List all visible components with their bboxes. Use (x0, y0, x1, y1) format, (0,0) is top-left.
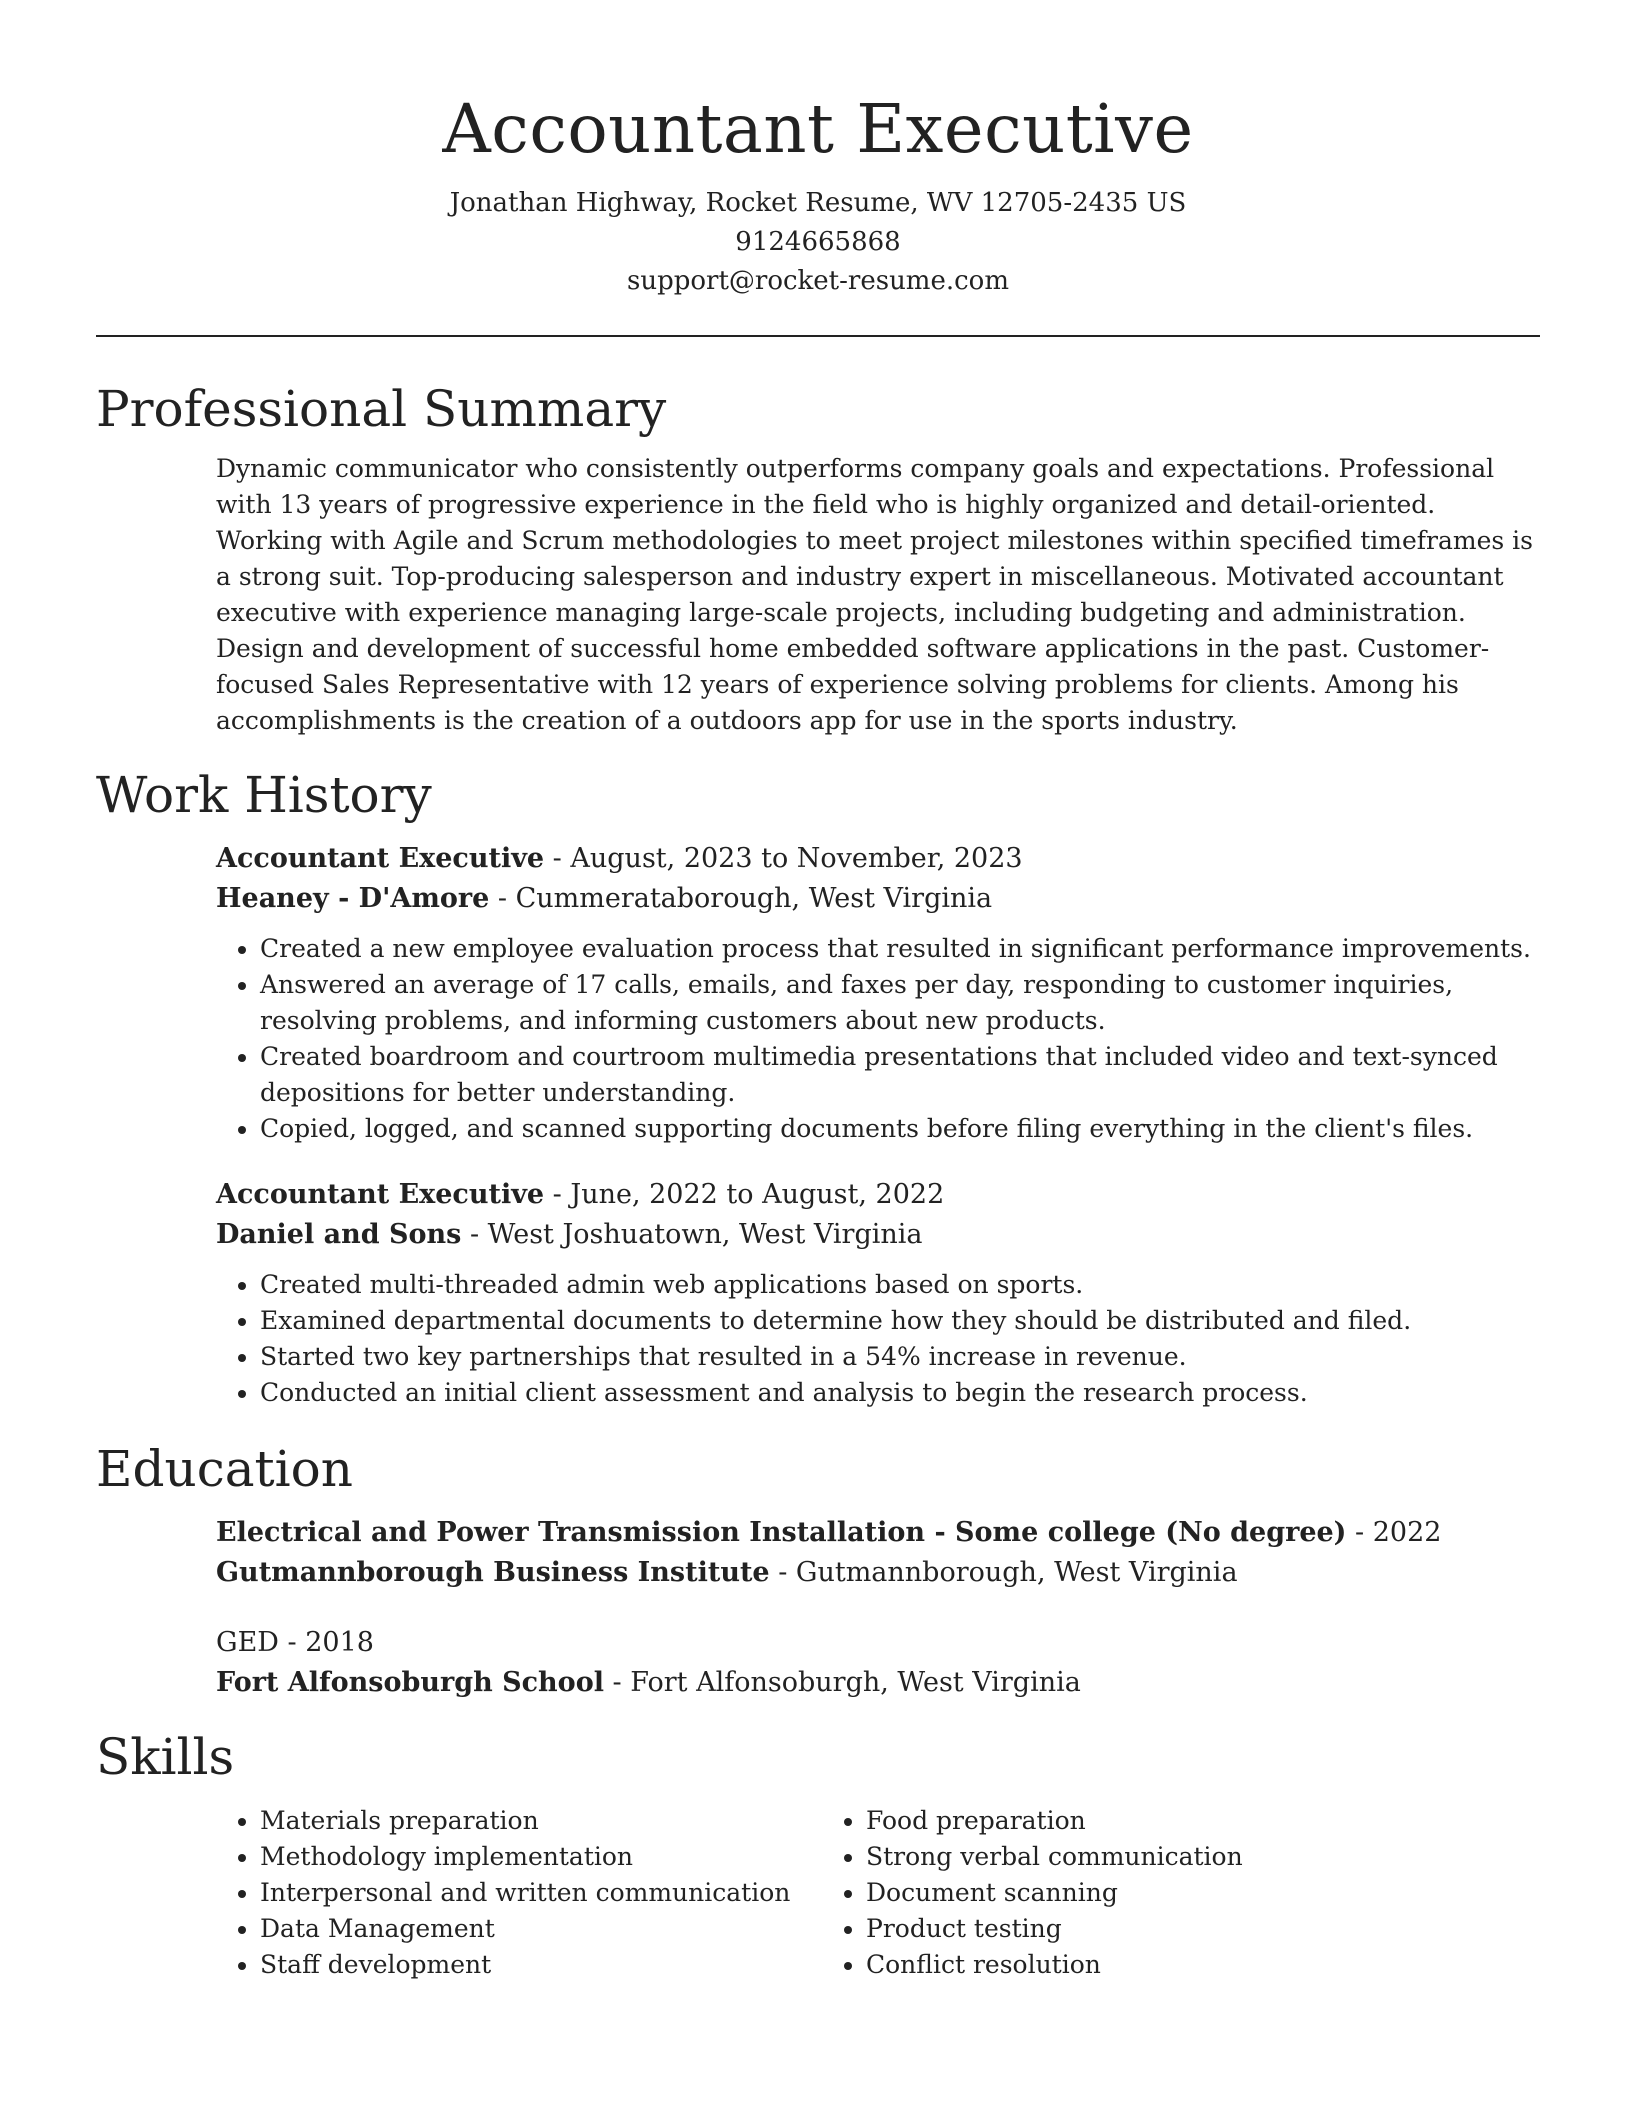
skill-item: • Product testing (866, 1911, 1428, 1947)
skills-heading: Skills (96, 1728, 235, 1786)
job-title-line (216, 839, 1540, 879)
skill-item: • Food preparation (866, 1803, 1428, 1839)
contact-phone: 9124665868 (735, 227, 901, 257)
education-degree: Electrical and Power Transmission Installation (216, 1517, 926, 1548)
work-history-heading: Work History (96, 766, 432, 824)
skill-item: • Methodology implementation (260, 1839, 822, 1875)
education-year: - 2018 (278, 1627, 374, 1658)
summary-heading: Professional Summary (96, 380, 667, 438)
job-company-line (216, 1215, 1540, 1255)
education-year: - 2022 (1346, 1517, 1442, 1548)
job-bullet: • Answered an average of 17 calls, emails, and faxes per day, responding to customer inquiries, resolving problems, and informing customers about new products. (260, 967, 1540, 1039)
skill-item: • Materials preparation (260, 1803, 822, 1839)
education-location: - Fort Alfonsoburgh, West Virginia (603, 1667, 1081, 1698)
education-school-line (216, 1553, 1540, 1593)
header-divider (96, 335, 1540, 337)
job-company: Heaney - D'Amore (216, 883, 490, 914)
contact-address: Jonathan Highway, Rocket Resume, WV 12705-2435 US (449, 188, 1187, 218)
job-bullets (216, 1267, 1540, 1411)
education-detail: - Some college (No degree) (925, 1517, 1347, 1548)
skills-list-left (216, 1803, 822, 1983)
contact-email: support@rocket-resume.com (626, 266, 1009, 296)
job-bullet: • Conducted an initial client assessment and analysis to begin the research process. (260, 1375, 1540, 1411)
job-bullet: • Copied, logged, and scanned supporting documents before filing everything in the client's files. (260, 1111, 1540, 1147)
education-location: - Gutmannborough, West Virginia (769, 1557, 1238, 1588)
job-bullet: • Created boardroom and courtroom multimedia presentations that included video and text-synced depositions for better understanding. (260, 1039, 1540, 1111)
summary-text: Dynamic communicator who consistently outperforms company goals and expectations. Professional with 13 years of progressive experience in the field who is highly organized and detail-oriented. Working with Agile and Scrum methodologies to meet project milestones within specified timeframes is a strong suit. Top-producing salesperson and industry expert in miscellaneous. Motivated accountant executive with experience managing large-scale projects, including budgeting and administration. Design and development of successful home embedded software applications in the past. Customer-focused Sales Representative with 12 years of experience solving problems for clients. Among his accomplishments is the creation of a outdoors app for use in the sports industry. (216, 454, 1533, 735)
education-school-line (216, 1663, 1540, 1703)
education-entry (216, 1513, 1540, 1593)
contact-block (96, 184, 1540, 301)
education-entry (216, 1623, 1540, 1703)
education-degree-line (216, 1513, 1540, 1553)
job-role: Accountant Executive (216, 843, 545, 874)
skill-item: • Document scanning (866, 1875, 1428, 1911)
education-degree: GED (216, 1627, 279, 1658)
job-bullet: • Created multi-threaded admin web applications based on sports. (260, 1267, 1540, 1303)
job-bullet: • Created a new employee evaluation process that resulted in significant performance improvements. (260, 931, 1540, 967)
education-degree-line (216, 1623, 1540, 1663)
skill-item: • Staff development (260, 1947, 822, 1983)
job-dates: - June, 2022 to August, 2022 (544, 1179, 945, 1210)
education-heading: Education (96, 1440, 353, 1498)
job-entry (216, 839, 1540, 1147)
education-school: Fort Alfonsoburgh School (216, 1667, 604, 1698)
job-bullets (216, 931, 1540, 1147)
job-dates: - August, 2023 to November, 2023 (544, 843, 1023, 874)
skill-item: • Interpersonal and written communication (260, 1875, 822, 1911)
job-bullet: • Examined departmental documents to determine how they should be distributed and filed. (260, 1303, 1540, 1339)
job-bullet: • Started two key partnerships that resulted in a 54% increase in revenue. (260, 1339, 1540, 1375)
job-company: Daniel and Sons (216, 1219, 462, 1250)
resume-page (96, 0, 1540, 1983)
job-location: - West Joshuatown, West Virginia (461, 1219, 923, 1250)
job-entry (216, 1175, 1540, 1411)
skills-list-right (822, 1803, 1428, 1983)
job-title-line (216, 1175, 1540, 1215)
job-location: - Cummerataborough, West Virginia (489, 883, 993, 914)
skills-columns (216, 1803, 1540, 1983)
job-role: Accountant Executive (216, 1179, 545, 1210)
skill-item: • Strong verbal communication (866, 1839, 1428, 1875)
resume-name: Accountant Executive (442, 90, 1194, 168)
job-company-line (216, 879, 1540, 919)
skill-item: • Conflict resolution (866, 1947, 1428, 1983)
skill-item: • Data Management (260, 1911, 822, 1947)
education-school: Gutmannborough Business Institute (216, 1557, 770, 1588)
